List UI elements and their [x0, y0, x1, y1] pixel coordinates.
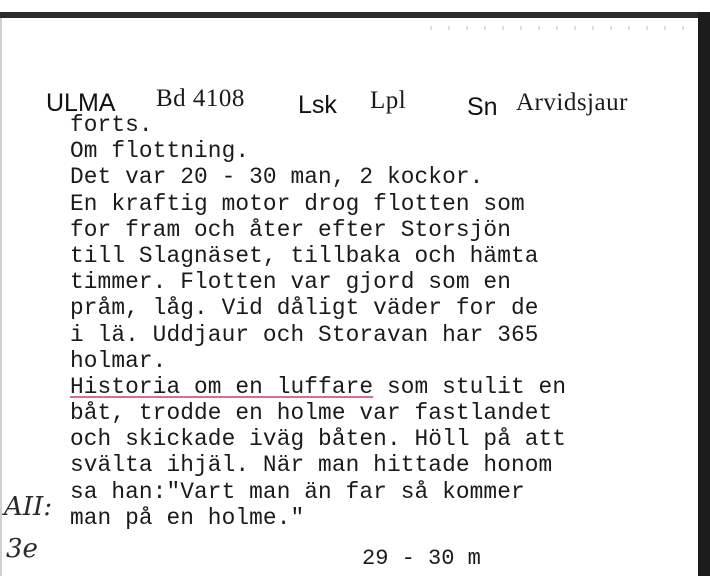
body-line: i lä. Uddjaur och Storavan har 365: [70, 321, 539, 348]
province-code: Lsk: [298, 91, 337, 119]
body-line: Om flottning.: [70, 138, 250, 165]
story-line: båt, trodde en holme var fastlandet: [70, 400, 553, 427]
body-line: Det var 20 - 30 man, 2 kockor.: [70, 164, 484, 191]
body-line: for fram och åter efter Storsjön: [70, 216, 511, 243]
volume-number: Bd 4108: [156, 85, 245, 112]
story-line: svälta ihjäl. När man hittade honom: [70, 452, 553, 479]
landscape-code: Lpl: [370, 87, 407, 114]
body-line: timmer. Flotten var gjord som en: [70, 269, 511, 296]
body-line: forts.: [70, 112, 153, 138]
body-line: holmar.: [70, 347, 167, 374]
story-title-rest: som stulit en: [373, 373, 567, 400]
scan-noise: [430, 26, 690, 30]
body-line: till Slagnäset, tillbaka och hämta: [70, 242, 539, 269]
story-line: man på en holme.": [70, 504, 305, 531]
parish-name: Arvidsjaur: [516, 89, 628, 116]
card-top-border: [0, 0, 710, 22]
card-body: [70, 112, 566, 531]
page-range: 29 - 30 m: [362, 546, 481, 571]
archive-code: ULMA: [46, 89, 116, 117]
parish-label: Sn: [467, 93, 498, 121]
margin-note-top: AII:: [4, 492, 53, 522]
body-line: En kraftig motor drog flotten som: [70, 190, 525, 217]
story-title: Historia om en luffare: [70, 373, 374, 400]
card-left-border: [0, 18, 2, 576]
story-line: och skickade iväg båten. Höll på att: [70, 426, 567, 453]
story-line: sa han:"Vart man än far så kommer: [70, 478, 525, 505]
card-right-border: [698, 12, 710, 576]
body-line: pråm, låg. Vid dåligt väder for de: [70, 295, 539, 322]
story-first-line: [70, 374, 566, 400]
margin-note-bottom: 3e: [6, 534, 38, 564]
